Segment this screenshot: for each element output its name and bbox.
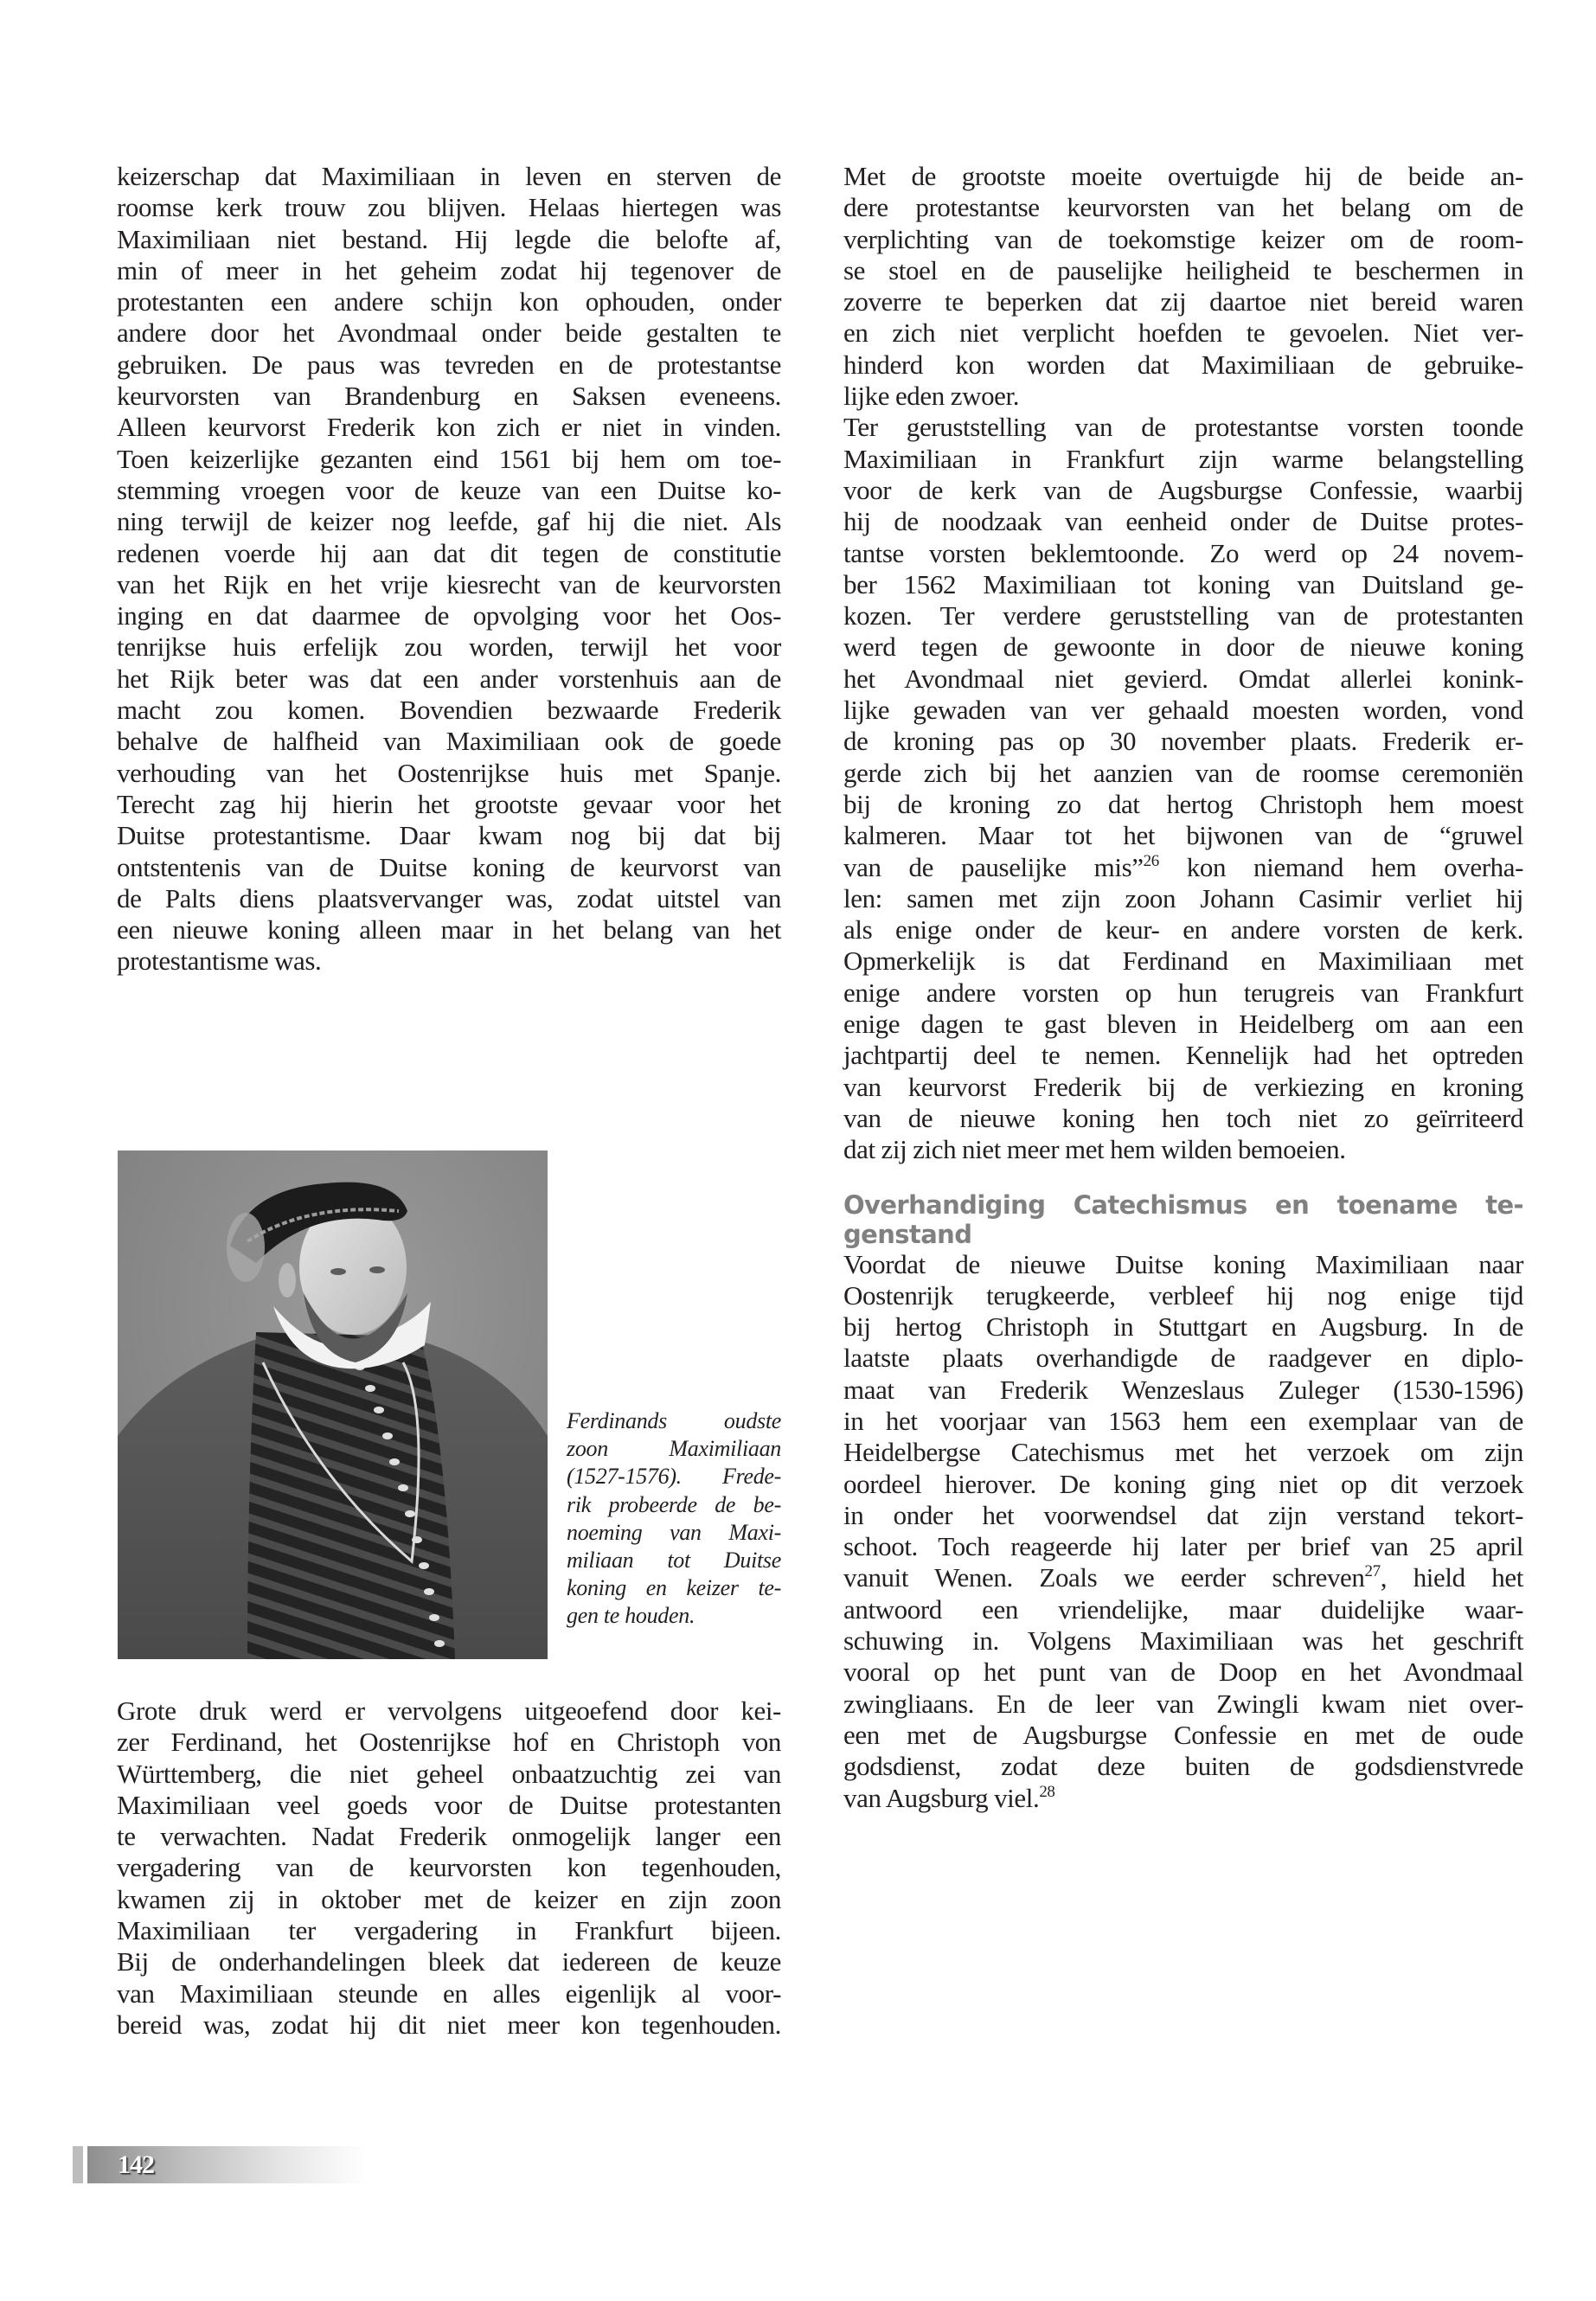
text-line: kwamen zij in oktober met de keizer en zijn zoon (117, 1883, 781, 1914)
text-line: Terecht zag hij hierin het grootste gevaar voor het (117, 788, 781, 819)
paragraph-frankfurt-election (843, 412, 1523, 1165)
text-line: zoverre te beperken dat zij daartoe niet bereid waren (843, 286, 1523, 317)
text-line: keizerschap dat Maximiliaan in leven en sterven de (117, 161, 781, 191)
text-line: maat van Frederik Wenzeslaus Zuleger (1530-1596) (843, 1374, 1523, 1405)
text-line: van het Rijk en het vrije kiesrecht van de keurvorsten (117, 568, 781, 599)
text-line: enige andere vorsten op hun terugreis van Frankfurt (843, 977, 1523, 1008)
text-line: vergadering van de keurvorsten kon tegenhouden, (117, 1852, 781, 1883)
heading-line: genstand (843, 1219, 972, 1249)
text-line: Maximiliaan in Frankfurt zijn warme belangstelling (843, 443, 1523, 474)
figure-caption (567, 1407, 781, 1631)
text-fragment: van Augsburg viel. (843, 1782, 1040, 1813)
text-line: gerde zich bij het aanzien van de roomse ceremoniën (843, 757, 1523, 788)
text-line: de kroning pas op 30 november plaats. Frederik er- (843, 726, 1523, 757)
text-line: keurvorsten van Brandenburg en Saksen eveneens. (117, 381, 781, 412)
text-line-footnote-27 (843, 1562, 1523, 1593)
text-line: enige dagen te gast bleven in Heidelberg om aan een (843, 1009, 1523, 1040)
caption-line: gen te houden. (567, 1603, 695, 1629)
portrait-figure (118, 1150, 548, 1659)
text-line: Heidelbergse Catechismus met het verzoek om zijn (843, 1437, 1523, 1468)
footnote-ref-28[interactable]: 28 (1039, 1782, 1055, 1801)
caption-line: koning en keizer te- (567, 1575, 781, 1601)
text-fragment: vanuit Wenen. Zoals we eerder schreven (843, 1562, 1365, 1593)
text-line: Met de grootste moeite overtuigde hij de beide an- (843, 161, 1523, 191)
text-line: verplichting van de toekomstige keizer om de room- (843, 223, 1523, 254)
text-line: Oostenrijk terugkeerde, verbleef hij nog enige tijd (843, 1279, 1523, 1311)
text-line: lijke gewaden van ver gehaald moesten worden, vond (843, 695, 1523, 726)
text-line: ber 1562 Maximiliaan tot koning van Duitsland ge- (843, 568, 1523, 599)
text-line: ontstentenis van de Duitse koning de keurvorst van (117, 851, 781, 882)
text-fragment: , hield het (1380, 1562, 1523, 1593)
text-line: het Avondmaal niet gevierd. Omdat allerlei konink- (843, 663, 1523, 694)
text-line: het Rijk beter was dat een ander vorstenhuis aan de (117, 663, 781, 694)
text-line: tantse vorsten beklemtoonde. Zo werd op 24 novem- (843, 537, 1523, 568)
caption-line: Ferdinands oudste (567, 1408, 781, 1433)
text-line: Ter geruststelling van de protestantse vorsten toonde (843, 412, 1523, 443)
text-line: oordeel hierover. De koning ging niet op dit verzoek (843, 1468, 1523, 1499)
text-line: inging en dat daarmee de opvolging voor het Oos- (117, 600, 781, 631)
striped-doublet (247, 1332, 455, 1659)
caption-line: miliaan tot Duitse (567, 1547, 781, 1573)
text-line: een met de Augsburgse Confessie en met de oude (843, 1719, 1523, 1750)
text-line: jachtpartij deel te nemen. Kennelijk had het optreden (843, 1040, 1523, 1071)
text-line: Voordat de nieuwe Duitse koning Maximiliaan naar (843, 1248, 1523, 1279)
text-line: Toen keizerlijke gezanten eind 1561 bij hem om toe- (117, 443, 781, 474)
text-line: van de nieuwe koning hen toch niet zo geïrriteerd (843, 1102, 1523, 1133)
text-line: Württemberg, die niet geheel onbaatzuchtig zei van (117, 1758, 781, 1789)
text-fragment: van de pauselijke mis” (843, 851, 1144, 882)
section-heading (843, 1190, 1523, 1249)
caption-line: zoon Maximiliaan (567, 1436, 781, 1462)
text-line: Maximiliaan ter vergadering in Frankfurt bijeen. (117, 1915, 781, 1946)
text-line: van Maximiliaan steunde en alles eigenlijk al voor- (117, 1977, 781, 2009)
text-line: protestanten een andere schijn kon ophouden, onder (117, 286, 781, 317)
text-line: Duitse protestantisme. Daar kwam nog bij dat bij (117, 820, 781, 851)
text-line: bij de kroning zo dat hertog Christoph hem moest (843, 788, 1523, 819)
text-line: roomse kerk trouw zou blijven. Helaas hiertegen was (117, 192, 781, 223)
text-line: verhouding van het Oostenrijkse huis met Spanje. (117, 757, 781, 788)
text-line: van keurvorst Frederik bij de verkiezing en kroning (843, 1071, 1523, 1102)
text-line: tenrijkse huis erfelijk zou worden, terwijl het voor (117, 631, 781, 663)
text-line: Opmerkelijk is dat Ferdinand en Maximiliaan met (843, 945, 1523, 977)
portrait-image (118, 1150, 548, 1659)
text-line: ning terwijl de keizer nog leefde, gaf hij die niet. Als (117, 506, 781, 537)
text-line: en zich niet verplicht hoefden te gevoelen. Niet ver- (843, 317, 1523, 349)
text-line: schoot. Toch reageerde hij later per brief van 25 april (843, 1531, 1523, 1562)
text-fragment: kon niemand hem overha- (1158, 851, 1523, 882)
text-line: min of meer in het geheim zodat hij tegenover de (117, 254, 781, 285)
text-line: hinderd kon worden dat Maximiliaan de gebruike- (843, 349, 1523, 380)
text-line: zer Ferdinand, het Oostenrijkse hof en Christoph von (117, 1727, 781, 1758)
text-line: macht zou komen. Bovendien bezwaarde Frederik (117, 695, 781, 726)
page-tab-stripe (73, 2146, 83, 2183)
text-line: laatste plaats overhandigde de raadgever en diplo- (843, 1343, 1523, 1374)
text-line: Maximiliaan niet bestand. Hij legde die belofte af, (117, 223, 781, 254)
footnote-ref-27[interactable]: 27 (1364, 1562, 1381, 1581)
text-line: Bij de onderhandelingen bleek dat iedereen de keuze (117, 1946, 781, 1977)
left-column-top-text (117, 161, 781, 977)
text-line: als enige onder de keur- en andere vorsten de kerk. (843, 914, 1523, 945)
text-line-footnote-26 (843, 852, 1523, 883)
text-line-footnote-28 (843, 1783, 1523, 1814)
page-number-tab (73, 2146, 367, 2183)
text-line: stemming vroegen voor de keuze van een Duitse ko- (117, 474, 781, 505)
text-line: bereid was, zodat hij dit niet meer kon tegenhouden. (117, 2009, 781, 2040)
text-line: len: samen met zijn zoon Johann Casimir verliet hij (843, 882, 1523, 913)
text-line: dere protestantse keurvorsten van het belang om de (843, 192, 1523, 223)
text-line: te verwachten. Nadat Frederik onmogelijk langer een (117, 1821, 781, 1852)
text-line: in het voorjaar van 1563 hem een exemplaar van de (843, 1405, 1523, 1436)
text-line: se stoel en de pauselijke heiligheid te beschermen in (843, 254, 1523, 285)
text-line: voor de kerk van de Augsburgse Confessie, waarbij (843, 474, 1523, 505)
caption-line: (1527-1576). Frede- (567, 1464, 781, 1490)
ear (279, 1263, 296, 1298)
text-line: kalmeren. Maar tot het bijwonen van de “gruwel (843, 820, 1523, 851)
heading-line: Overhandiging Catechismus en toename te- (843, 1189, 1523, 1220)
text-line: dat zij zich niet meer met hem wilden bemoeien. (843, 1134, 1346, 1165)
text-line: kozen. Ter verdere geruststelling van de protestanten (843, 600, 1523, 631)
paragraph-oath (843, 161, 1523, 412)
text-line: antwoord een vriendelijke, maar duidelijke waar- (843, 1593, 1523, 1625)
page-number: 142 (118, 2150, 154, 2179)
right-eye (369, 1266, 385, 1273)
right-column-text (843, 161, 1523, 1814)
caption-line: rik probeerde de be- (567, 1491, 781, 1517)
left-eye (330, 1268, 346, 1275)
text-line: godsdienst, zodat deze buiten de godsdienstvrede (843, 1751, 1523, 1782)
left-column-bottom-text (117, 1695, 781, 2041)
text-line: schuwing in. Volgens Maximiliaan was het geschrift (843, 1625, 1523, 1657)
text-line: protestantisme was. (117, 945, 322, 977)
text-line: vooral op het punt van de Doop en het Avondmaal (843, 1657, 1523, 1688)
text-line: in onder het voorwendsel dat zijn verstand tekort- (843, 1499, 1523, 1530)
text-line: bij hertog Christoph in Stuttgart en Augsburg. In de (843, 1311, 1523, 1343)
text-line: een nieuwe koning alleen maar in het belang van het (117, 914, 781, 945)
hat-feather (227, 1213, 265, 1282)
caption-line: noeming van Maxi- (567, 1519, 781, 1545)
text-line: Maximiliaan veel goeds voor de Duitse protestanten (117, 1789, 781, 1820)
paragraph-catechism (843, 1249, 1523, 1814)
text-line: de Palts diens plaatsvervanger was, zodat uitstel van (117, 882, 781, 913)
text-line: zwingliaans. En de leer van Zwingli kwam niet over- (843, 1688, 1523, 1719)
text-line: werd tegen de gewoonte in door de nieuwe koning (843, 631, 1523, 663)
text-line: gebruiken. De paus was tevreden en de protestantse (117, 349, 781, 380)
text-line: hij de noodzaak van eenheid onder de Duitse protes- (843, 506, 1523, 537)
text-line: redenen voerde hij aan dat dit tegen de constitutie (117, 537, 781, 568)
text-line: andere door het Avondmaal onder beide gestalten te (117, 317, 781, 349)
text-line: behalve de halfheid van Maximiliaan ook de goede (117, 726, 781, 757)
footnote-ref-26[interactable]: 26 (1143, 851, 1159, 870)
text-line: lijke eden zwoer. (843, 381, 1020, 412)
text-line: Grote druk werd er vervolgens uitgeoefend door kei- (117, 1695, 781, 1726)
text-line: Alleen keurvorst Frederik kon zich er niet in vinden. (117, 412, 781, 443)
